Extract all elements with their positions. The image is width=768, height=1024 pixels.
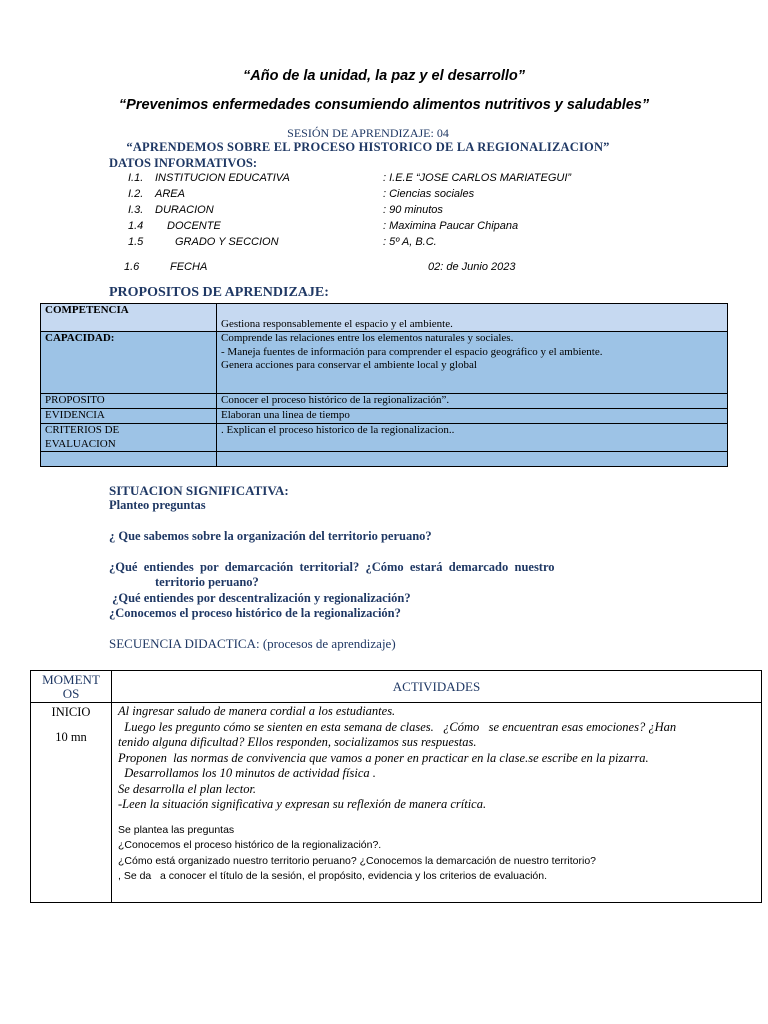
empty-cell [217,452,728,467]
session-title: “APRENDEMOS SOBRE EL PROCESO HISTORICO DE LA REGIONALIZACION” [126,140,610,154]
activity-line: Se desarrolla el plan lector. [118,781,257,796]
datos-num: 1.4 [128,220,144,232]
secuencia-header-row [31,671,762,703]
question-2-cont: territorio peruano? [155,575,259,589]
situacion-heading: SITUACION SIGNIFICATIVA: [109,483,289,498]
datos-value: : Ciencias sociales [383,188,475,200]
activity-line: tenido alguna dificultad? Ellos responden, socializamos sus respuestas. [118,735,477,749]
datos-num: 1.6 [124,261,140,273]
datos-label: GRADO Y SECCION [175,236,279,248]
capacidad-line: - Maneja fuentes de información para comprender el espacio geográfico y el ambiente. [221,345,603,358]
datos-num: I.1. [128,172,144,184]
activity-line: Al ingresar saludo de manera cordial a los estudiantes. [118,704,396,718]
capacidad-row [41,332,728,394]
datos-label: AREA [155,188,185,200]
datos-num: I.3. [128,204,144,216]
question-3: ¿Qué entiendes por descentralización y regionalización? [109,591,411,605]
year-slogan: “Año de la unidad, la paz y el desarrollo” [242,68,525,84]
question-4: ¿Conocemos el proceso histórico de la regionalización? [109,606,401,620]
empty-row [41,452,728,467]
capacidad-label: CAPACIDAD: [41,332,217,394]
inicio-activities [112,703,762,903]
datos-value: : 90 minutos [383,204,443,216]
activities-header: ACTIVIDADES [112,671,762,703]
moments-header-line: OS [62,686,80,701]
datos-value: : I.E.E “JOSE CARLOS MARIATEGUI” [383,172,572,184]
datos-label: FECHA [170,261,208,273]
datos-label: DOCENTE [167,220,221,232]
secuencia-heading [109,636,396,652]
datos-value: 02: de Junio 2023 [428,261,516,273]
capacidad-value [217,332,728,394]
situacion-subheading: Planteo preguntas [109,498,206,512]
evidencia-value: Elaboran una linea de tiempo [217,409,728,424]
criterios-label [41,424,217,452]
datos-value: : Maximina Paucar Chipana [383,220,519,232]
criterios-value: . Explican el proceso historico de la regionalizacion.. [217,424,728,452]
inicio-time: 10 mn [55,730,87,744]
criterios-row [41,424,728,452]
activity-line: Luego les pregunto cómo se sienten en esta semana de clases. ¿Cómo se encuentran esas emociones? ¿Han [118,719,677,734]
evidencia-row [41,409,728,424]
capacidad-line: Genera acciones para conservar el ambiente local y global [221,359,477,371]
datos-num: I.2. [128,188,144,200]
inicio-row [31,703,762,903]
criterios-label-line: CRITERIOS DE [45,424,120,436]
activity-line: ¿Conocemos el proceso histórico de la regionalización?. [118,839,382,851]
datos-num: 1.5 [128,236,144,248]
question-2: ¿Qué entiendes por demarcación territorial? ¿Cómo estará demarcado nuestro [109,560,555,574]
proposito-row [41,394,728,409]
proposito-value: Conocer el proceso histórico de la regionalización”. [217,394,728,409]
secuencia-heading-text: SECUENCIA DIDACTICA: (procesos de aprendizaje) [109,636,396,651]
secuencia-table [30,670,762,903]
criterios-label-line: EVALUACION [45,437,116,450]
competencia-row [41,304,728,332]
competencia-label: COMPETENCIA [41,304,217,332]
activity-line: , Se da a conocer el título de la sesión, el propósito, evidencia y los criterios de evaluación. [118,870,547,882]
capacidad-line: Comprende las relaciones entre los elementos naturales y sociales. [221,332,514,344]
proposito-label: PROPOSITO [41,394,217,409]
question-1: ¿ Que sabemos sobre la organización del territorio peruano? [109,529,432,543]
evidencia-label: EVIDENCIA [41,409,217,424]
propositos-table [40,303,728,467]
datos-label: DURACION [155,204,214,216]
activity-line: -Leen la situación significativa y expresan su reflexión de manera crítica. [118,797,487,811]
health-slogan: “Prevenimos enfermedades consumiendo alimentos nutritivos y saludables” [118,97,650,113]
datos-label: INSTITUCION EDUCATIVA [155,172,290,184]
datos-value: : 5º A, B.C. [383,236,437,248]
competencia-value: Gestiona responsablemente el espacio y el ambiente. [217,304,728,332]
propositos-heading: PROPOSITOS DE APRENDIZAJE: [109,285,329,300]
empty-cell [41,452,217,467]
session-number: SESIÓN DE APRENDIZAJE: 04 [287,126,449,140]
moments-header-line: MOMENT [42,672,100,687]
activity-line: Se plantea las preguntas [118,823,235,836]
activity-line: Desarrollamos los 10 minutos de actividad física . [118,766,376,780]
inicio-moment [31,703,112,903]
activity-line: Proponen las normas de convivencia que vamos a poner en practicar en la clase.se escribe en la pizarra. [118,750,649,765]
datos-heading: DATOS INFORMATIVOS: [109,156,258,170]
activity-line: ¿Cómo está organizado nuestro territorio peruano? ¿Conocemos la demarcación de nuestro territorio? [118,854,596,867]
moments-header [31,671,112,703]
inicio-label: INICIO [51,705,91,719]
